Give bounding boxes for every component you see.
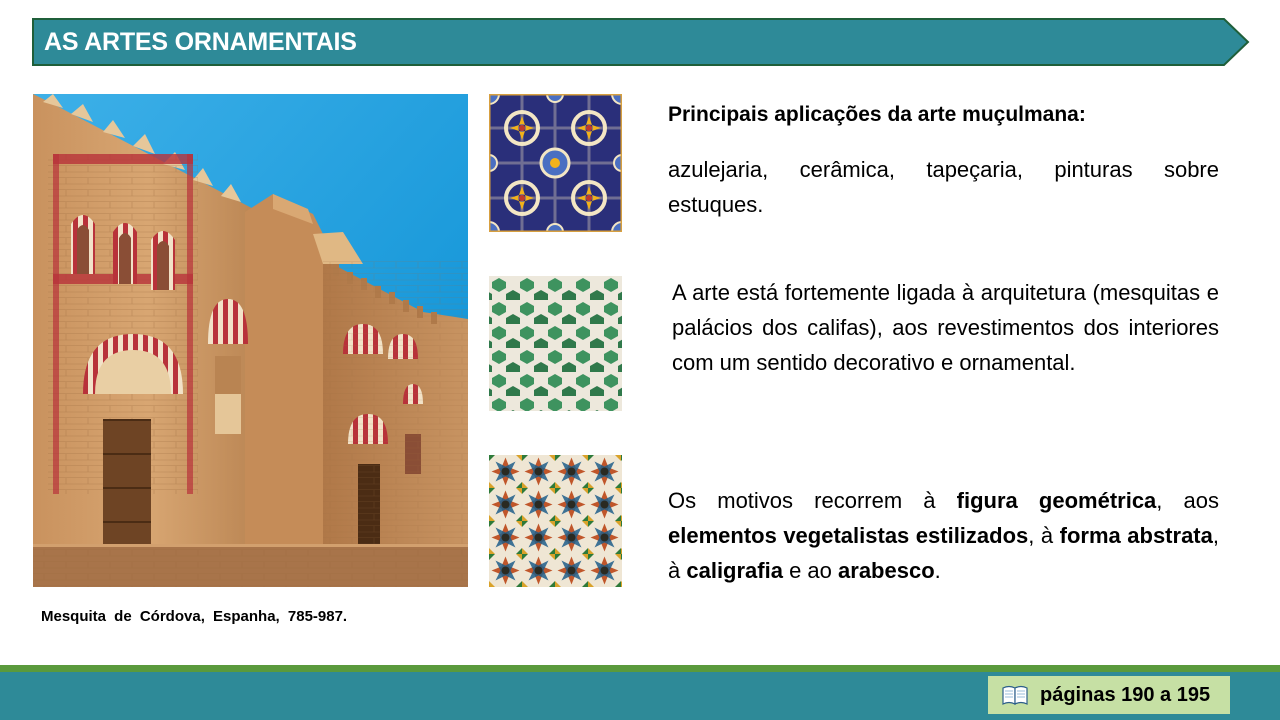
star-mosaic-tile <box>489 455 622 587</box>
applications-text: azulejaria, cerâmica, tapeçaria, pinturas sobre estuques. <box>668 157 1219 217</box>
motifs-text-part: , à <box>668 523 1219 583</box>
motifs-text <box>668 483 1219 588</box>
motif-arabesque: arabesco <box>838 558 935 583</box>
motifs-text-part: e ao <box>782 558 839 583</box>
motif-vegetal: elementos vegetalistas estilizados <box>668 523 1029 548</box>
motifs-text-part: Os motivos recorrem à <box>668 488 957 513</box>
pages-label: páginas 190 a 195 <box>1040 683 1211 706</box>
page-title: AS ARTES ORNAMENTAIS <box>44 28 357 56</box>
green-white-hexagon-tile <box>489 276 622 411</box>
motifs-text-part: , à <box>1028 523 1060 548</box>
architecture-text: A arte está fortemente ligada à arquitetura (mesquitas e palácios dos califas), aos revestimentos dos interiores com um sentido decorativo e ornamental. <box>672 280 1219 375</box>
section-heading: Principais aplicações da arte muçulmana: <box>668 103 1086 126</box>
motif-calligraphy: caligrafia <box>686 558 783 583</box>
motifs-text-part: , aos <box>1156 488 1220 513</box>
book-icon <box>1002 685 1028 705</box>
footer-green-stripe <box>0 665 1280 672</box>
motifs-text-part: . <box>934 558 941 583</box>
motif-geometric: figura geométrica <box>956 488 1157 513</box>
mosque-photo <box>33 94 468 587</box>
photo-caption: Mesquita de Córdova, Espanha, 785-987. <box>41 608 348 625</box>
pages-reference[interactable] <box>988 676 1230 714</box>
blue-yellow-azulejo-tile <box>489 94 622 232</box>
motif-abstract: forma abstrata <box>1059 523 1213 548</box>
title-banner <box>32 18 1250 66</box>
